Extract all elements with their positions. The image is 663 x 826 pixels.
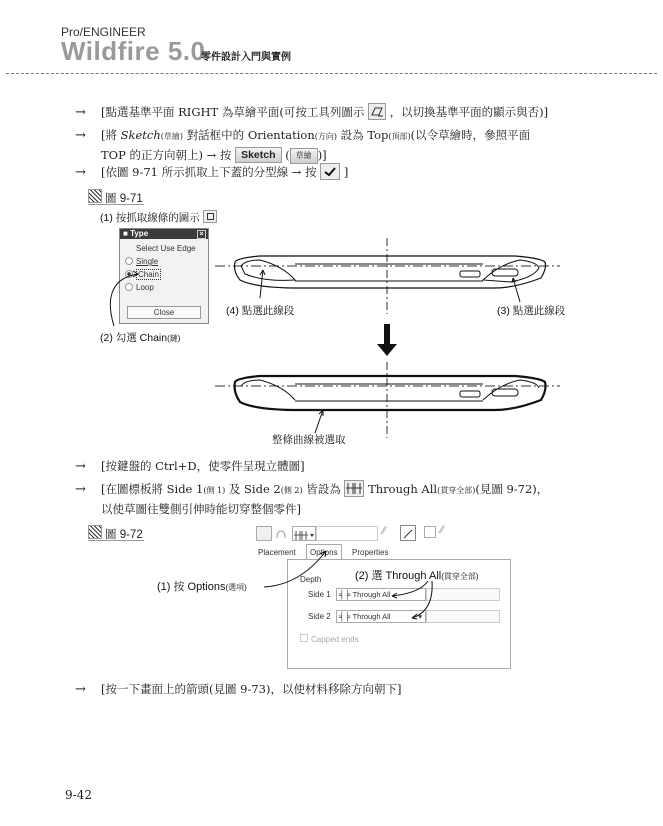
depth-value-field[interactable] [316, 526, 378, 541]
datum-plane-toggle-icon[interactable] [368, 103, 386, 120]
step-3-end: ] [343, 165, 349, 179]
leader-line [513, 278, 520, 302]
step-5-b: (側 1) [203, 486, 226, 495]
header-title: Wildfire 5.0 [61, 36, 206, 66]
fig72-leaders [260, 545, 460, 635]
step-5-h: (見圖 9-72)， [475, 482, 549, 496]
part-drawing [215, 238, 560, 458]
figure-hatch-icon [88, 189, 102, 203]
option-label: Single [136, 257, 159, 266]
slot-shape [460, 391, 480, 397]
step-5-d: (側 2) [280, 486, 303, 495]
part-left-edge [241, 380, 295, 400]
tab-properties[interactable]: Properties [352, 548, 389, 557]
option-label: Loop [136, 283, 154, 292]
depth-label: Depth [300, 575, 322, 584]
tab-options[interactable]: Options [306, 544, 342, 559]
header-subtitle: 零件設計入門與實例 [201, 52, 291, 63]
depth-option-dropdown[interactable] [292, 526, 316, 541]
step-1-text-post: ，以切換基準平面的顯示與否)] [389, 105, 549, 119]
fig72-caption-2-paren: (貫穿全部) [441, 572, 479, 581]
chevron-down-icon: ▾ [418, 612, 422, 621]
side1-value: Through All [352, 590, 391, 599]
step-2-a: [將 [101, 128, 117, 142]
fig71-caption-5: 整條曲線被選取 [272, 434, 346, 446]
option-label: Chain [138, 270, 159, 279]
checkmark-icon[interactable] [320, 163, 340, 180]
step-5-a: [在圖標板將 Side 1 [101, 482, 204, 496]
sketch-paren: (草繪) [160, 132, 184, 141]
step-arrow: → [75, 128, 86, 143]
checkbox-icon [300, 634, 308, 642]
slot-shape [460, 271, 480, 277]
flip-icon[interactable]: ⁄⁄ [382, 526, 386, 537]
paren-close: )] [317, 148, 327, 162]
step-2-d: (以令草繪時，參照平面 [410, 128, 531, 142]
fig71-caption-4: (4) 點選此線段 [226, 305, 295, 317]
through-all-icon[interactable] [344, 480, 364, 497]
step-5-c: 及 Side 2 [228, 482, 281, 496]
part-left-edge [241, 260, 295, 280]
fig71-leader-chain [100, 260, 150, 340]
step-arrow: → [75, 165, 86, 180]
header-product: Pro/ENGINEER [61, 25, 146, 39]
option-select-use-edge[interactable] [125, 242, 208, 255]
fig71-caption-1-text: (1) 按抓取線條的圖示 [100, 212, 200, 224]
figure-hatch-icon [88, 525, 102, 539]
thicken-icon[interactable] [424, 526, 436, 538]
side2-label: Side 2 [308, 612, 331, 621]
fig71-caption-1 [100, 210, 217, 225]
fig-9-72-label-text: 圖 9-72 [105, 529, 143, 541]
option-label: Select Use Edge [136, 244, 196, 253]
step-2-b: 對話框中的 Orientation [186, 128, 315, 142]
fig72-caption-2-text: (2) 選 Through All [355, 570, 442, 582]
step-5 [75, 480, 601, 519]
fig72-caption-1-text: (1) 按 Options [157, 581, 226, 593]
side2-select[interactable]: ╡╞ Through All ▾ [336, 610, 426, 623]
capped-ends-label: Capped ends [311, 635, 359, 644]
fig72-caption-1-paren: (選項) [225, 583, 247, 592]
chain-select-icon[interactable] [203, 210, 217, 223]
step-arrow: → [75, 459, 86, 474]
close-button[interactable]: Close [127, 306, 201, 319]
step-3-text: [依圖 9-71 所示抓取上下蓋的分型線 → 按 [101, 165, 317, 179]
step-2-c: 設為 Top [340, 128, 389, 142]
down-arrow-head [377, 344, 397, 356]
step-2-line2: TOP 的正方向朝上) → 按 [101, 148, 232, 162]
step-4 [75, 457, 305, 476]
tab-placement[interactable]: Placement [258, 548, 296, 557]
side1-select[interactable]: ╡╞ Through All [336, 588, 426, 601]
step-5-g: (貫穿全部) [437, 486, 476, 495]
leader-side1 [392, 581, 428, 596]
step-1 [75, 103, 549, 122]
page-number: 9-42 [65, 788, 92, 802]
step-arrow: → [75, 682, 86, 697]
fig-label-underline [88, 540, 144, 541]
part-right-edge [483, 260, 539, 282]
step-arrow: → [75, 105, 86, 120]
step-5-line2: 以使草圖往雙側引伸時能切穿整個零件] [101, 502, 301, 516]
fig72-caption-1 [157, 578, 247, 594]
part-outline-selected [235, 376, 546, 410]
fig71-caption-2 [100, 330, 180, 345]
top-paren: (頂部) [388, 132, 411, 141]
header-rule [6, 73, 657, 74]
step-4-text: [按鍵盤的 Ctrl+D，使零件呈現立體圖] [101, 459, 305, 473]
leader-options [264, 551, 326, 587]
step-5-e: 皆設為 [306, 482, 341, 496]
solid-icon[interactable] [256, 526, 272, 541]
caohui-button[interactable]: 草繪 [290, 148, 318, 164]
fig71-caption-2-text: (2) 勾選 Chain [100, 332, 168, 344]
step-2 [75, 126, 601, 165]
step-3 [75, 163, 349, 182]
down-arrow-shaft [384, 324, 390, 346]
flip-thickness-icon[interactable]: ⁄⁄ [440, 525, 444, 536]
sketch-word: Sketch [120, 128, 161, 142]
capped-ends-checkbox[interactable] [300, 634, 359, 644]
side1-label: Side 1 [308, 590, 331, 599]
surface-icon[interactable] [274, 526, 288, 539]
step-6-text: [按一下畫面上的箭頭(見圖 9-73)，以使材料移除方向朝下] [101, 682, 402, 696]
sketch-button[interactable]: Sketch [235, 147, 281, 163]
fig71-caption-3: (3) 點選此線段 [497, 305, 566, 317]
step-5-f: Through All [368, 482, 438, 496]
fig71-caption-2-paren: (鏈) [167, 334, 181, 343]
part-outline [235, 256, 546, 288]
type-dialog-title: Type [130, 229, 149, 238]
side2-value: Through All [352, 612, 391, 621]
orient-paren: (方向) [314, 132, 338, 141]
part-right-edge [483, 380, 539, 400]
type-dialog-titlebar: ■ Type × [120, 229, 208, 239]
step-1-text: [點選基準平面 RIGHT 為草繪平面(可按工具列圖示 [101, 105, 365, 119]
close-icon[interactable]: × [197, 230, 206, 239]
fig-9-71-label-text: 圖 9-71 [105, 193, 143, 205]
remove-material-icon[interactable] [400, 525, 416, 541]
step-6 [75, 680, 402, 699]
paren-open: ( [285, 148, 290, 162]
step-arrow: → [75, 482, 86, 497]
fig-label-underline [88, 204, 144, 205]
